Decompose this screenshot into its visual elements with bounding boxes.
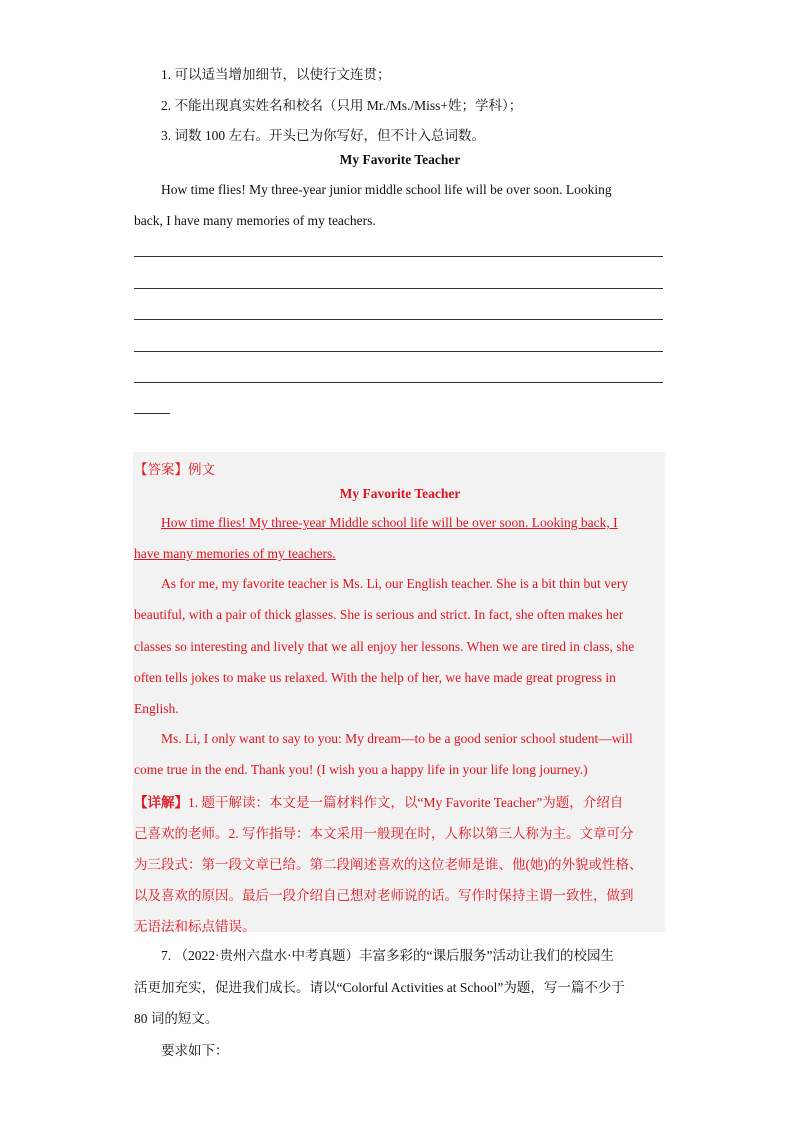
writing-line — [134, 351, 663, 352]
requirement-1: 1. 可以适当增加细节，以使行文连贯； — [161, 67, 391, 82]
prompt-line-1: How time flies! My three-year junior middle school life will be over soon. Looking — [161, 182, 612, 197]
writing-line — [134, 319, 663, 320]
writing-line-end — [134, 413, 170, 414]
answer-body-line: beautiful, with a pair of thick glasses. She is serious and strict. In fact, she often makes her — [134, 607, 624, 622]
prompt-line-2: back, I have many memories of my teachers. — [134, 213, 376, 228]
answer-title: My Favorite Teacher — [339, 486, 461, 501]
explanation-line: 为三段式：第一段文章已给。第二段阐述喜欢的这位老师是谁、他(她)的外貌或性格、 — [134, 857, 643, 872]
requirement-3: 3. 词数 100 左右。开头已为你写好，但不计入总词数。 — [161, 128, 485, 143]
explanation-line: 以及喜欢的原因。最后一段介绍自己想对老师说的话。写作时保持主谓一致性，做到 — [134, 888, 634, 903]
question-7-line-1: 7. （2022·贵州六盘水·中考真题）丰富多彩的“课后服务”活动让我们的校园生 — [161, 948, 614, 963]
answer-label-suffix: 例文 — [188, 462, 215, 477]
answer-opening-line-1: How time flies! My three-year Middle school life will be over soon. Looking back, I — [161, 515, 618, 530]
explanation-text: 1. 题干解读：本文是一篇材料作文，以“My Favorite Teacher”为题，介绍自 — [188, 795, 624, 810]
explanation-line: 己喜欢的老师。2. 写作指导：本文采用一般现在时，人称以第三人称为主。文章可分 — [134, 826, 634, 841]
question-7-line-2: 活更加充实，促进我们成长。请以“Colorful Activities at School”为题，写一篇不少于 — [134, 980, 625, 995]
question-7-line-3: 80 词的短文。 — [134, 1011, 219, 1026]
writing-line — [134, 382, 663, 383]
requirement-2: 2. 不能出现真实姓名和校名（只用 Mr./Ms./Miss+姓；学科）； — [161, 98, 523, 113]
writing-line — [134, 256, 663, 257]
explanation-label: 【详解】 — [134, 795, 188, 810]
answer-body-line: As for me, my favorite teacher is Ms. Li, our English teacher. She is a bit thin but very — [161, 576, 629, 591]
explanation-line: 无语法和标点错误。 — [134, 919, 256, 934]
answer-opening-line-2: have many memories of my teachers. — [134, 546, 336, 561]
answer-body-line: classes so interesting and lively that we all enjoy her lessons. When we are tired in class, she — [134, 639, 635, 654]
explanation-line-1 — [134, 791, 623, 811]
writing-line — [134, 288, 663, 289]
answer-body-line: come true in the end. Thank you! (I wish you a happy life in your life long journey.) — [134, 762, 588, 777]
answer-body-line: often tells jokes to make us relaxed. With the help of her, we have made great progress in — [134, 670, 616, 685]
answer-label: 【答案】 — [134, 462, 188, 477]
essay-title: My Favorite Teacher — [339, 152, 461, 167]
answer-label-row — [134, 458, 215, 478]
answer-body-line: English. — [134, 701, 179, 716]
answer-body-line: Ms. Li, I only want to say to you: My dream—to be a good senior school student—will — [161, 731, 633, 746]
question-7-requirement-heading: 要求如下： — [161, 1043, 229, 1058]
